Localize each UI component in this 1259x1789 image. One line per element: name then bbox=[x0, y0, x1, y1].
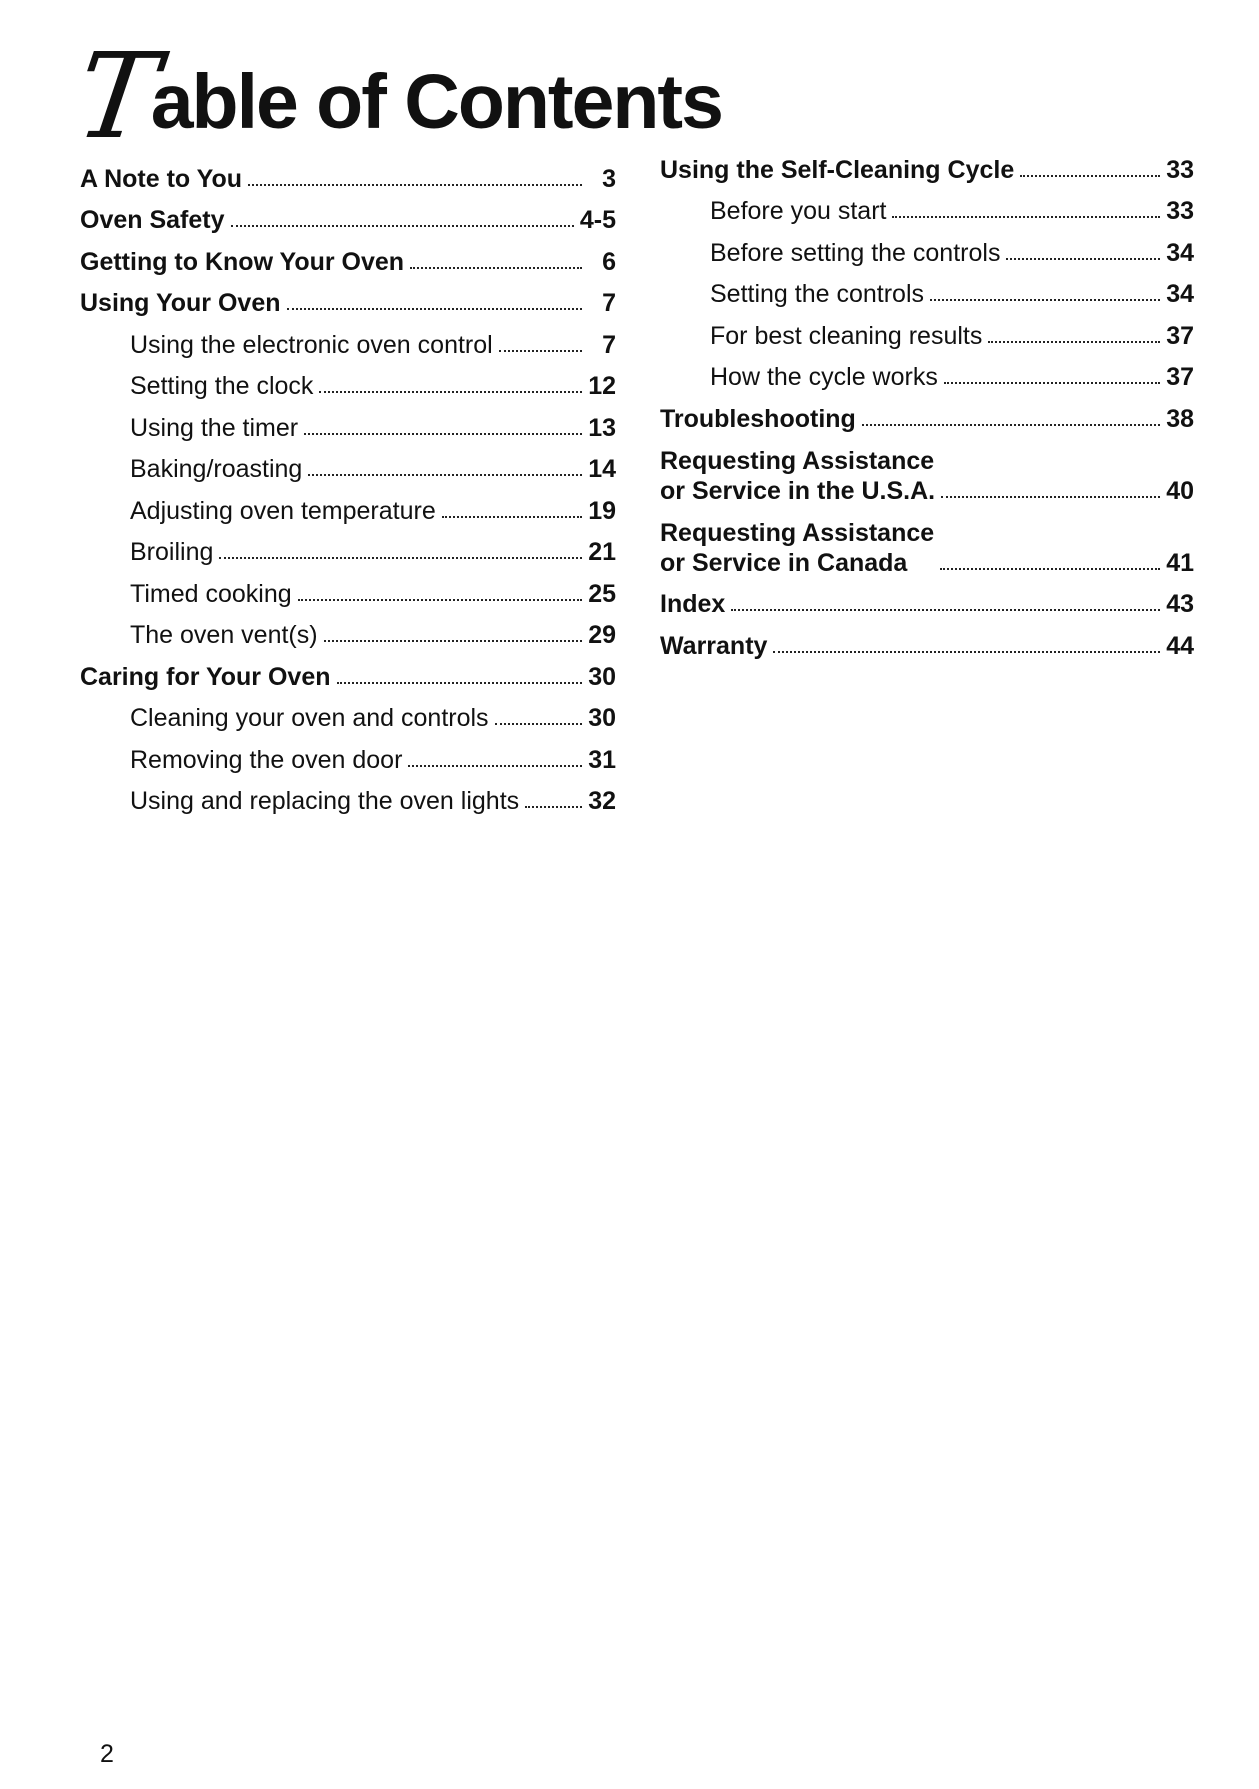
dot-leader bbox=[337, 682, 582, 684]
title-initial: T bbox=[68, 27, 167, 166]
toc-entry[interactable] bbox=[80, 401, 616, 443]
toc-entry-page: 7 bbox=[602, 330, 616, 359]
toc-entry[interactable] bbox=[80, 484, 616, 526]
toc-entry[interactable] bbox=[660, 268, 1194, 310]
dot-leader bbox=[1006, 258, 1160, 260]
toc-entry-label: Adjusting oven temperature bbox=[130, 496, 436, 525]
toc-entry-label: Before setting the controls bbox=[710, 238, 1001, 267]
title-text: able of Contents bbox=[150, 59, 722, 146]
page-title bbox=[68, 25, 722, 166]
toc-entry-page: 34 bbox=[1166, 238, 1194, 267]
toc-entry-label: Caring for Your Oven bbox=[80, 662, 331, 691]
toc-entry[interactable] bbox=[660, 434, 1194, 506]
toc-entry-label: Using Your Oven bbox=[80, 289, 281, 317]
toc-entry[interactable] bbox=[80, 318, 616, 360]
toc-entry[interactable] bbox=[660, 578, 1194, 620]
toc-entry-label: Warranty bbox=[660, 631, 768, 660]
toc-entry-label: Setting the controls bbox=[710, 280, 925, 308]
toc-entry-label: Cleaning your oven and controls bbox=[130, 704, 489, 732]
toc-entry[interactable] bbox=[80, 692, 616, 734]
toc-entry-page: 38 bbox=[1166, 404, 1194, 433]
toc-entry[interactable] bbox=[80, 194, 616, 236]
dot-leader bbox=[862, 424, 1160, 426]
toc-entry-label: Timed cooking bbox=[130, 579, 292, 608]
toc-entry[interactable] bbox=[80, 360, 616, 402]
toc-entry-page: 21 bbox=[588, 538, 616, 566]
toc-entry-page: 19 bbox=[588, 496, 616, 525]
toc-entry-page: 29 bbox=[588, 621, 616, 649]
toc-entry-page: 43 bbox=[1166, 590, 1194, 618]
toc-entry-label: Getting to Know Your Oven bbox=[80, 247, 405, 276]
toc-entry[interactable] bbox=[660, 309, 1194, 351]
dot-leader bbox=[287, 308, 582, 310]
toc-entry-label: For best cleaning results bbox=[710, 321, 983, 350]
toc-entry-page: 33 bbox=[1166, 197, 1194, 225]
toc-entry-label: Baking/roasting bbox=[130, 455, 303, 483]
dot-leader bbox=[988, 341, 1160, 343]
dot-leader bbox=[219, 557, 582, 559]
dot-leader bbox=[731, 609, 1160, 611]
dot-leader bbox=[298, 599, 582, 601]
toc-entry[interactable] bbox=[80, 733, 616, 775]
toc-entry[interactable] bbox=[660, 226, 1194, 268]
toc-entry-page: 3 bbox=[602, 164, 616, 193]
toc-entry[interactable] bbox=[660, 506, 1194, 578]
dot-leader bbox=[525, 806, 582, 808]
dot-leader bbox=[308, 474, 582, 476]
toc-entry-page: 4-5 bbox=[579, 206, 616, 234]
dot-leader bbox=[319, 391, 582, 393]
dot-leader bbox=[495, 723, 582, 725]
dot-leader bbox=[231, 225, 574, 227]
dot-leader bbox=[773, 651, 1160, 653]
dot-leader bbox=[410, 267, 582, 269]
dot-leader bbox=[944, 382, 1160, 384]
toc-entry-page: 7 bbox=[602, 289, 616, 317]
dot-leader bbox=[930, 299, 1160, 301]
toc-entry[interactable] bbox=[80, 235, 616, 277]
toc-entry[interactable] bbox=[80, 526, 616, 568]
toc-entry-label-line2: or Service in the U.S.A. bbox=[660, 476, 936, 505]
toc-entry-page: 31 bbox=[588, 745, 616, 774]
toc-entry-label: A Note to You bbox=[80, 164, 243, 193]
dot-leader bbox=[499, 350, 582, 352]
toc-entry[interactable] bbox=[660, 143, 1194, 185]
toc-entry-label bbox=[660, 518, 940, 578]
dot-leader bbox=[940, 568, 1160, 570]
toc-entry-page: 44 bbox=[1166, 631, 1194, 660]
toc-entry[interactable] bbox=[660, 185, 1194, 227]
toc-entry-page: 34 bbox=[1166, 280, 1194, 308]
toc-entry-label: The oven vent(s) bbox=[130, 621, 318, 649]
toc-right-column bbox=[660, 143, 1194, 661]
toc-entry-label: Broiling bbox=[130, 538, 214, 566]
dot-leader bbox=[324, 640, 582, 642]
toc-entry-page: 37 bbox=[1166, 321, 1194, 350]
dot-leader bbox=[408, 765, 582, 767]
toc-entry-page: 6 bbox=[602, 247, 616, 276]
toc-entry-page: 33 bbox=[1166, 155, 1194, 184]
toc-entry[interactable] bbox=[660, 351, 1194, 393]
toc-left-column bbox=[80, 152, 616, 816]
toc-entry-page: 37 bbox=[1166, 363, 1194, 391]
toc-entry-label: Using the Self-Cleaning Cycle bbox=[660, 155, 1015, 184]
toc-entry-label: Removing the oven door bbox=[130, 745, 403, 774]
toc-entry-label-line1: Requesting Assistance bbox=[660, 446, 935, 475]
toc-entry-page: 12 bbox=[588, 372, 616, 400]
toc-entry[interactable] bbox=[80, 775, 616, 817]
toc-entry-page: 30 bbox=[588, 662, 616, 691]
toc-entry[interactable] bbox=[80, 277, 616, 319]
dot-leader bbox=[1020, 175, 1160, 177]
toc-entry-page: 14 bbox=[588, 455, 616, 483]
toc-entry-label: Oven Safety bbox=[80, 206, 225, 234]
toc-entry-label: Before you start bbox=[710, 197, 887, 225]
dot-leader bbox=[941, 496, 1160, 498]
toc-entry-label bbox=[660, 446, 941, 506]
toc-entry[interactable] bbox=[80, 152, 616, 194]
dot-leader bbox=[304, 433, 582, 435]
toc-entry[interactable] bbox=[80, 650, 616, 692]
toc-entry-label-line2: or Service in Canada bbox=[660, 548, 908, 577]
page-number: 2 bbox=[100, 1740, 114, 1768]
toc-entry-page: 40 bbox=[1166, 476, 1194, 505]
toc-entry[interactable] bbox=[80, 567, 616, 609]
toc-entry-page: 41 bbox=[1166, 548, 1194, 577]
dot-leader bbox=[248, 184, 582, 186]
toc-entry-label: How the cycle works bbox=[710, 363, 938, 391]
toc-entry-page: 32 bbox=[588, 787, 616, 815]
toc-entry-label: Setting the clock bbox=[130, 372, 314, 400]
toc-entry[interactable] bbox=[660, 392, 1194, 434]
toc-entry-label: Using the electronic oven control bbox=[130, 330, 493, 359]
dot-leader bbox=[892, 216, 1160, 218]
toc-entry-label-line1: Requesting Assistance bbox=[660, 518, 935, 547]
toc-entry[interactable] bbox=[80, 609, 616, 651]
toc-entry[interactable] bbox=[80, 443, 616, 485]
toc-entry-label: Using and replacing the oven lights bbox=[130, 787, 520, 815]
toc-entry-label: Troubleshooting bbox=[660, 404, 856, 433]
toc-entry-page: 25 bbox=[588, 579, 616, 608]
toc-entry[interactable] bbox=[660, 619, 1194, 661]
dot-leader bbox=[442, 516, 582, 518]
toc-entry-page: 30 bbox=[588, 704, 616, 732]
toc-entry-label: Using the timer bbox=[130, 413, 299, 442]
toc-entry-page: 13 bbox=[588, 413, 616, 442]
toc-entry-label: Index bbox=[660, 590, 726, 618]
